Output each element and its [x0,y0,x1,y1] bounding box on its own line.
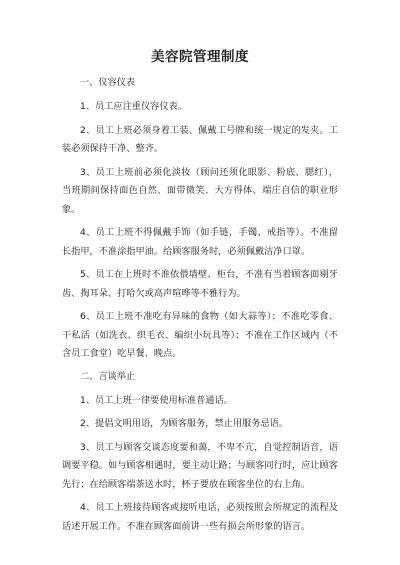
paragraph: 2、提倡文明用语，为顾客服务，禁止用服务忌语。 [80,418,288,429]
paragraph: 2、员工上班必须身着工装、佩戴工号牌和统一规定的发夹。工装必须保持干净、整齐。 [62,124,338,154]
section-appearance [62,75,338,364]
document-title: 美容院管理制度 [151,49,249,65]
paragraph: 3、员工上班前必须化淡妆（顾问还须化眼影、粉底、腮红），当班期间保持面色自然、面带微笑、大方得体、端庄自信的职业形象。 [62,166,338,215]
paragraph: 5、员工在上班时不准依偎墙壁、柜台，不准有当着顾客面剔牙齿、掏耳朵、打哈欠或高声喧哗等不雅行为。 [62,269,338,299]
paragraph: 1、员工应注重仪容仪表。 [80,101,187,112]
paragraph: 4、员工上班接待顾客或接听电话，必须按照会所规定的流程及话述开展工作。不准在顾客面前讲一些有损会所形象的语言。 [62,502,338,532]
paragraph: 4、员工上班不得佩戴手饰（如手链、手镯、戒指等）。不准留长指甲，不准涂指甲油。给顾客服务时，必须佩戴洁净口罩。 [62,227,338,257]
section-conduct [62,369,338,537]
paragraph: 3、员工与顾客交谈态度要和蔼，不卑不亢，自觉控制语音，语调要平稳。如与顾客相遇时，要主动让路；与顾客同行时，应让顾客先行；在给顾客端茶送水时，杯子要放在顾客坐位的右上角。 [62,441,338,490]
section-heading: 二、言谈举止 [80,370,136,382]
paragraph: 6、员工上班不准吃有异味的食物（如大蒜等）；不准吃零食、干私活（如洗衣、织毛衣、编织小玩具等）；不准在工作区域内（不含员工食堂）吃早餐、晚点。 [62,311,338,359]
section-heading: 一、仪容仪表 [80,77,136,88]
paragraph: 1、员工上班一律要使用标准普通话。 [80,394,233,406]
